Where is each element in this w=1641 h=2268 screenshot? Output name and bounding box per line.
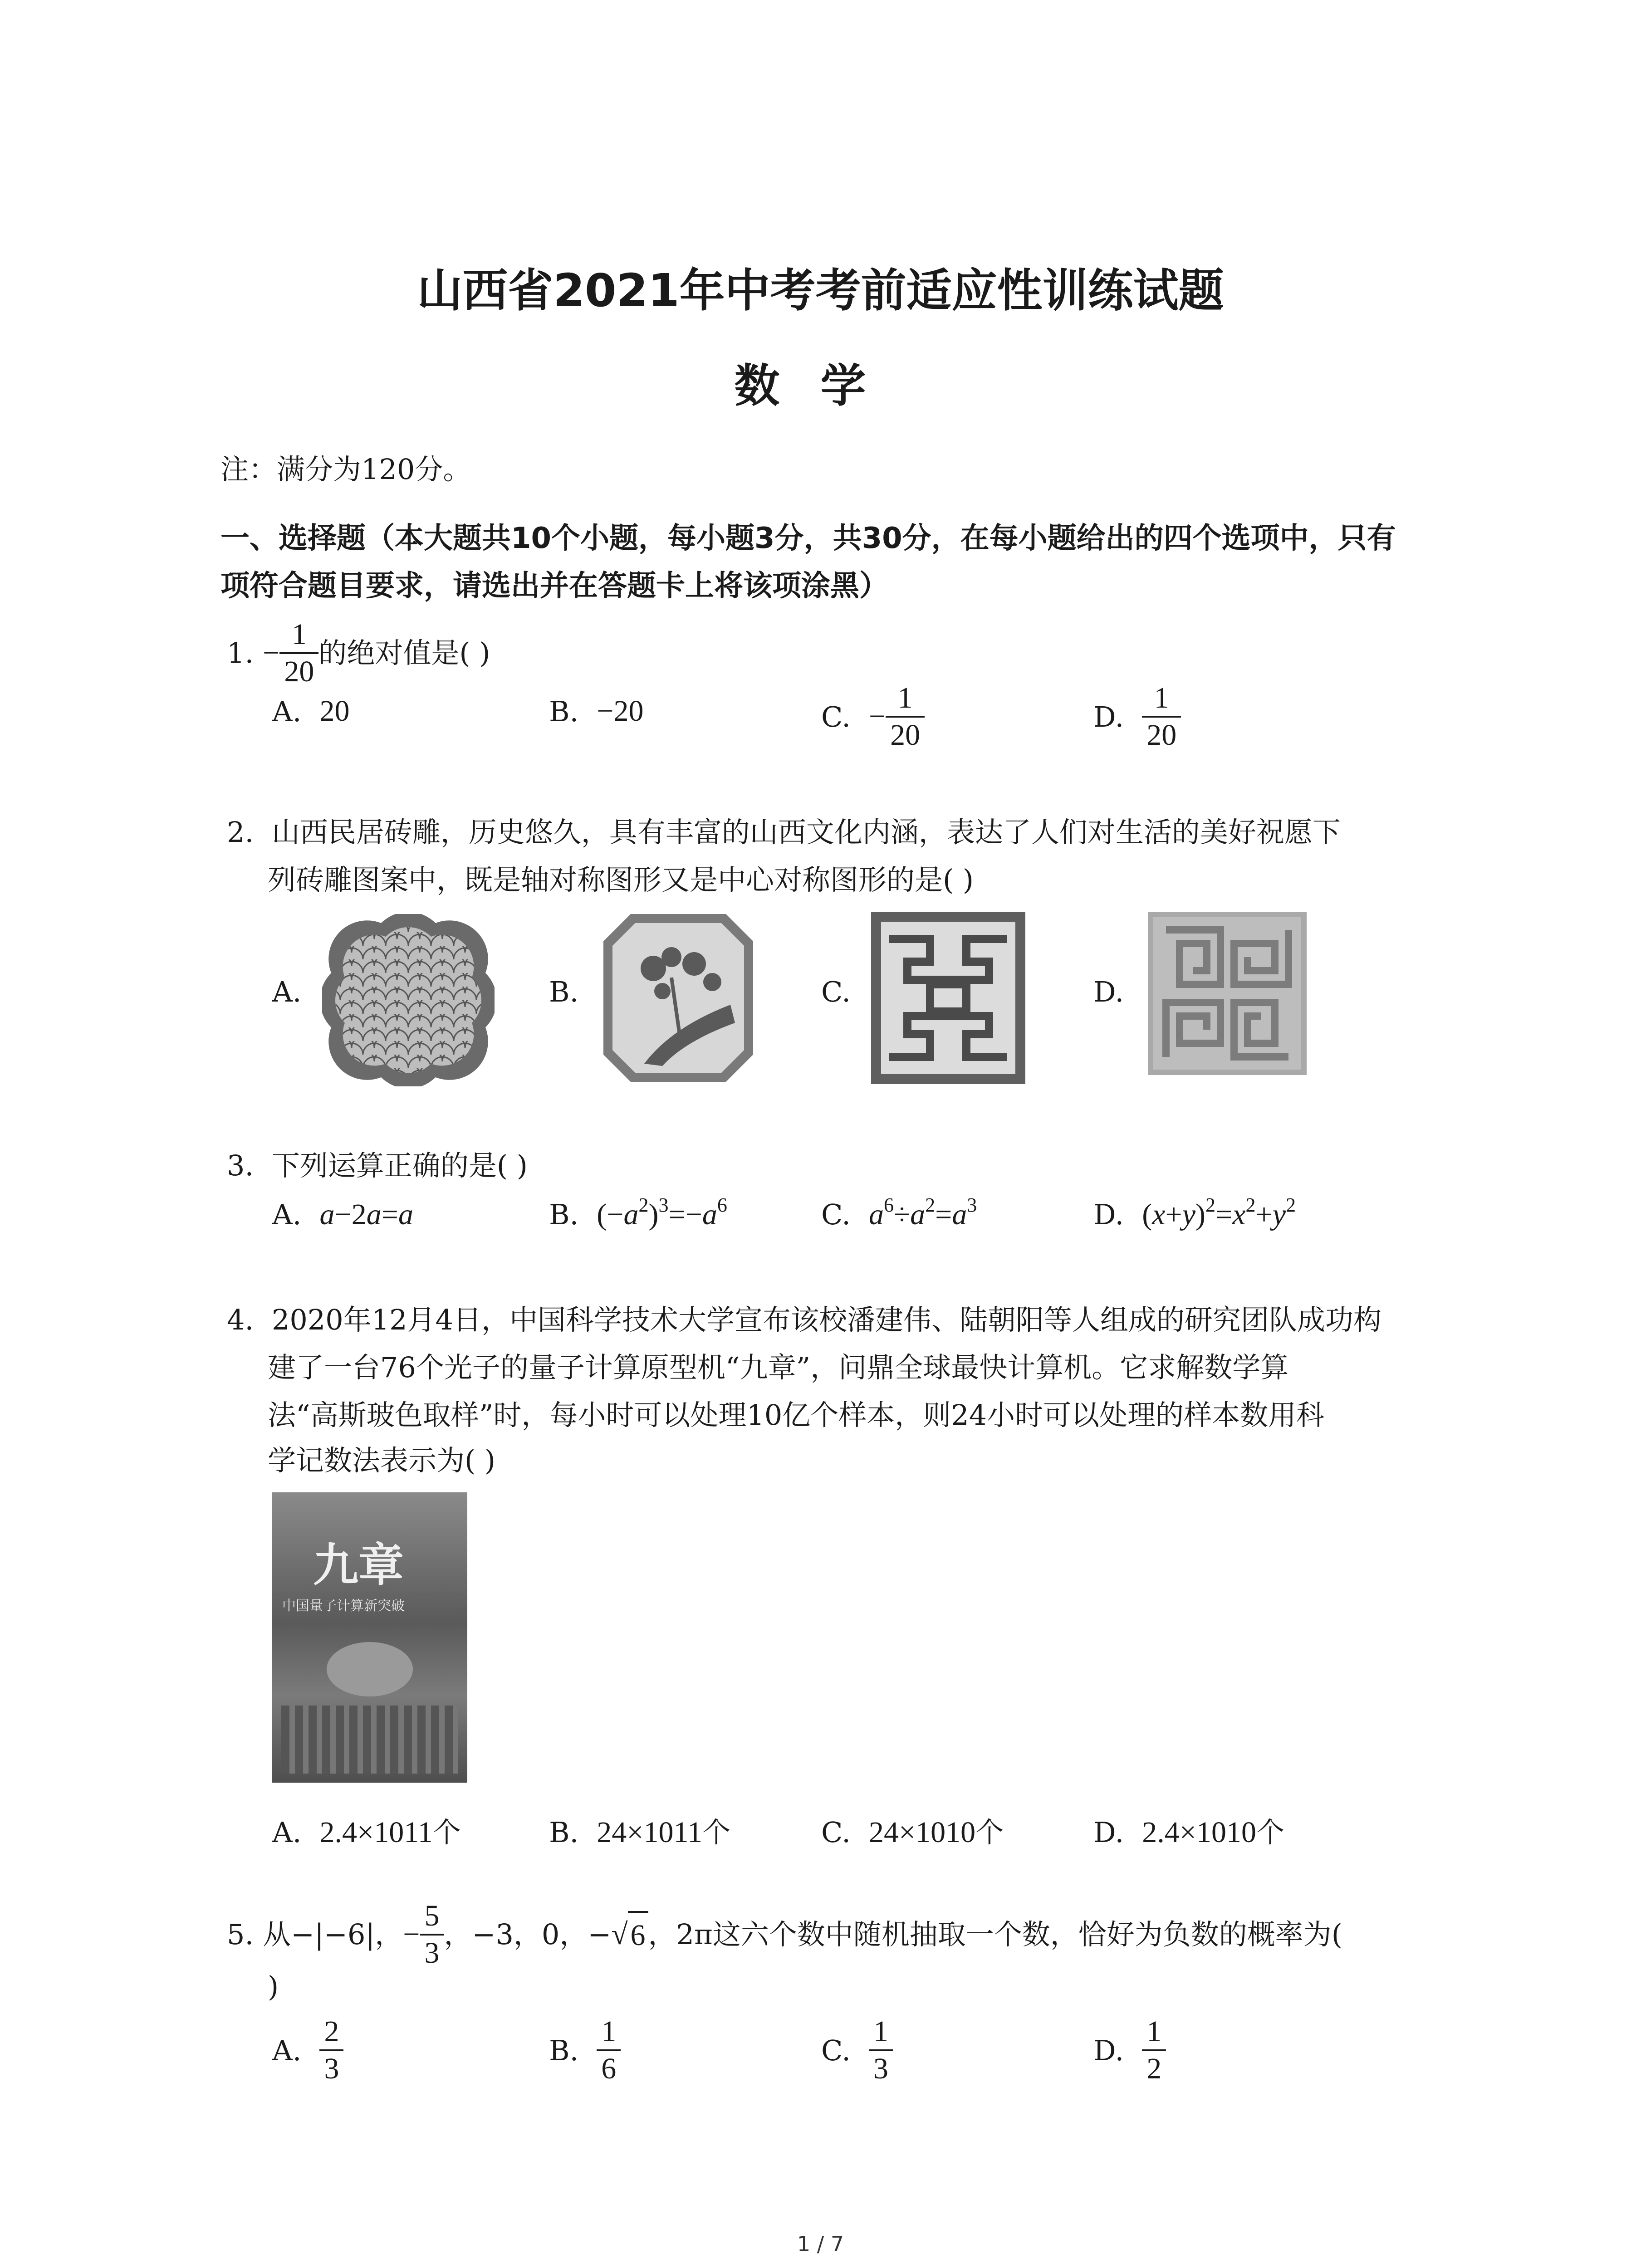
option-unit: 个 [975,1816,1004,1849]
option-label: D. [1093,2033,1124,2067]
frac-sign: − [403,1918,420,1951]
fraction [279,617,318,689]
q2-option-d-label: D. [1093,975,1124,1008]
fraction-numerator: 1 [897,681,913,714]
question-4-line3: 法“高斯玻色取样”时，每小时可以处理10亿个样本，则24小时可以处理的样本数用科 [268,1398,1325,1432]
q5-option-a [272,2014,343,2087]
option-label: B. [549,1198,579,1231]
option-label: C. [821,1198,851,1231]
fraction-numerator: 1 [1154,681,1169,714]
fraction [869,2014,893,2087]
sqrt-value: 6 [628,1911,648,1958]
question-1 [227,617,490,689]
question-3 [227,1143,528,1188]
fraction [319,2014,343,2087]
fraction [1142,680,1181,753]
exam-title: 山西省2021年中考考前适应性训练试题 [417,264,1224,317]
fraction-numerator: 5 [424,1899,440,1932]
question-text: 下列运算正确的是( ) [271,1149,528,1182]
option-unit: 个 [702,1816,731,1849]
q2-option-b-label: B. [549,975,579,1008]
option-label: D. [1093,1198,1124,1231]
question-4-line1 [227,1297,1381,1343]
option-label: C. [821,2033,851,2067]
fraction-denominator: 2 [1142,2049,1166,2087]
page-number: 1 / 7 [797,2232,844,2256]
frac-sign: − [263,636,280,670]
question-text: 山西民居砖雕，历史悠久，具有丰富的山西文化内涵，表达了人们对生活的美好祝愿下 [271,816,1341,849]
option-label: C. [821,1816,851,1849]
q1-option-c [821,680,925,753]
option-sign: − [868,700,886,733]
q1-option-a [272,694,349,728]
fraction [420,1898,444,1971]
question-text-pre: 从−|−6|， [263,1918,403,1951]
q3-option-b [549,1194,727,1232]
fraction [1142,2014,1166,2087]
q4-option-a: A. 2.4×10 11 个 [272,1810,461,1850]
option-label: D. [1093,700,1124,733]
fraction [597,2014,621,2087]
score-note: 注：满分为120分。 [220,453,471,486]
option-label: C. [821,700,851,733]
fraction-numerator: 1 [1146,2015,1162,2048]
fraction-numerator: 1 [291,618,307,651]
question-4-line4: 学记数法表示为( ) [268,1444,496,1477]
poster-crowd-shape [281,1706,458,1774]
brick-carving-a-image [322,914,495,1086]
option-label: B. [549,1816,579,1849]
fraction-denominator: 20 [1142,716,1181,753]
fraction-numerator: 1 [601,2015,617,2048]
fraction-denominator: 3 [420,1934,444,1971]
option-expression: $(x+y)^2=x^2+y^2$ [1142,1194,1296,1231]
option-mantissa: 24×10 [868,1816,946,1849]
q4-option-c: C. 24×10 10 个 [821,1810,1004,1850]
brick-carving-d-image [1148,912,1307,1075]
fraction-numerator: 1 [873,2015,888,2048]
question-text: 2020年12月4日，中国科学技术大学宣布该校潘建伟、陆朝阳等人组成的研究团队成功构 [271,1303,1381,1336]
question-2-line1 [227,810,1341,855]
poster-device-shape [327,1642,413,1696]
fraction-denominator: 20 [279,652,318,689]
question-number: 2. [227,816,254,849]
option-mantissa: 2.4×10 [1142,1816,1226,1849]
poster-title: 九章 [313,1539,404,1592]
brick-carving-b-image [603,914,753,1082]
question-text: 的绝对值是( ) [318,636,490,670]
question-number: 1. [227,636,254,670]
q1-option-b [549,694,644,728]
question-text-mid: ，−3，0，− [444,1918,612,1951]
brick-carving-c-image [871,912,1025,1084]
option-label: B. [549,694,579,728]
option-label: D. [1093,1816,1124,1849]
question-number: 4. [227,1303,254,1336]
option-expression: a−2a=a [319,1198,413,1231]
question-text-post: ，2π这六个数中随机抽取一个数，恰好为负数的概率为( [648,1918,1342,1951]
question-number: 3. [227,1149,254,1182]
q2-option-c-label: C. [821,975,851,1008]
option-unit: 个 [1256,1816,1284,1849]
section-heading-line2: 项符合题目要求，请选出并在答题卡上将该项涂黑） [220,569,888,603]
section-heading-line1: 一、选择题（本大题共10个小题，每小题3分，共30分，在每小题给出的四个选项中，只有 [220,522,1396,555]
option-label: A. [272,2033,302,2067]
exam-subject: 数学 [734,359,907,412]
option-value: −20 [597,694,644,728]
q5-option-d [1093,2014,1166,2087]
option-label: A. [272,1198,302,1231]
fraction-denominator: 20 [886,716,925,753]
question-number: 5. [227,1918,254,1951]
q4-option-d: D. 2.4×10 10 个 [1093,1810,1284,1850]
q3-option-a [272,1198,413,1232]
q5-option-c [821,2014,893,2087]
jiuzhang-poster-image [272,1492,467,1783]
q3-option-d [1093,1194,1296,1232]
q5-option-b [549,2014,621,2087]
option-label: A. [272,1816,302,1849]
option-value: 20 [319,694,350,728]
option-mantissa: 2.4×10 [319,1816,404,1849]
fraction-denominator: 6 [597,2049,621,2087]
q4-option-b: B. 24×10 11 个 [549,1810,730,1850]
option-expression: $(-a^2)^3=-a^6$ [597,1194,727,1231]
fraction-denominator: 3 [869,2049,893,2087]
q2-option-a-label: A. [272,975,302,1008]
poster-subtitle: 中国量子计算新突破 [282,1598,405,1614]
question-4-line2: 建了一台76个光子的量子计算原型机“九章”，问鼎全球最快计算机。它求解数学算 [268,1351,1289,1384]
question-5-line1 [227,1898,1342,1971]
option-mantissa: 24×10 [597,1816,674,1849]
option-expression: $a^6\div a^2=a^3$ [868,1194,977,1231]
q1-option-d [1093,680,1181,753]
question-2-line2: 列砖雕图案中，既是轴对称图形又是中心对称图形的是( ) [268,863,974,896]
option-unit: 个 [432,1816,461,1849]
q3-option-c [821,1194,977,1232]
fraction-denominator: 3 [319,2049,343,2087]
option-label: A. [272,694,302,728]
fraction-numerator: 2 [324,2015,339,2048]
option-label: B. [549,2033,579,2067]
question-5-line2: ) [268,1970,279,2003]
fraction [886,680,925,753]
sqrt-symbol: √ [611,1918,628,1951]
